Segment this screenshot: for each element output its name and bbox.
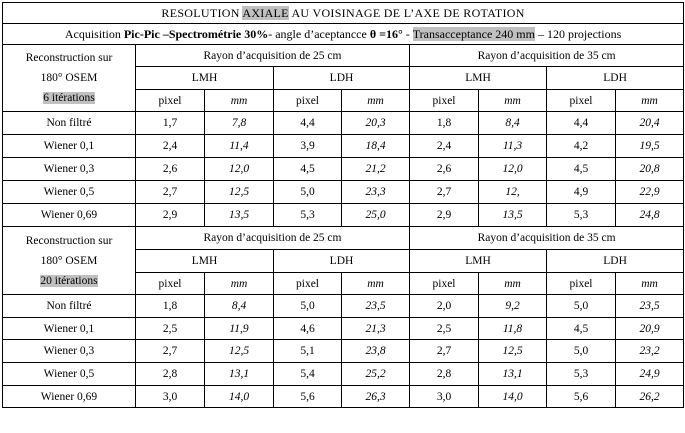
value-pixel: 4,5 — [547, 318, 616, 340]
value-pixel: 4,4 — [274, 112, 342, 135]
value-mm: 13,5 — [205, 204, 274, 227]
filter-label: Wiener 0,5 — [3, 181, 136, 204]
table-row — [3, 386, 684, 408]
value-pixel: 4,2 — [547, 135, 616, 158]
unit-mm: mm — [205, 90, 274, 112]
title-part: RESOLUTION — [161, 5, 243, 20]
value-pixel: 2,5 — [410, 318, 479, 340]
value-mm: 20,8 — [616, 158, 684, 181]
value-pixel: 2,6 — [136, 158, 205, 181]
value-pixel: 4,5 — [274, 158, 342, 181]
unit-mm: mm — [616, 90, 684, 112]
value-pixel: 5,0 — [547, 295, 616, 318]
title-part: AU VOISINAGE DE L’AXE DE ROTATION — [288, 5, 525, 20]
iterations-label: 6 itérations — [43, 92, 95, 104]
value-pixel: 2,9 — [410, 204, 479, 227]
value-mm: 7,8 — [205, 112, 274, 135]
table-title — [3, 3, 684, 24]
recon-line: Reconstruction sur — [25, 234, 113, 247]
unit-pixel: pixel — [274, 90, 342, 112]
value-mm: 11,4 — [205, 135, 274, 158]
value-pixel: 3,0 — [410, 386, 479, 408]
rayon-35-header: Rayon d’acquisition de 35 cm — [410, 45, 684, 67]
unit-pixel: pixel — [410, 90, 479, 112]
ldh-header: LDH — [547, 250, 684, 273]
recon-line: 180° OSEM — [40, 254, 98, 267]
value-mm: 11,9 — [205, 318, 274, 340]
lmh-header: LMH — [410, 67, 547, 90]
filter-label: Wiener 0,1 — [3, 135, 136, 158]
value-pixel: 5,0 — [274, 295, 342, 318]
filter-label: Wiener 0,5 — [3, 363, 136, 386]
reconstruction-label — [3, 45, 136, 112]
unit-mm: mm — [616, 273, 684, 295]
lmh-header: LMH — [136, 250, 274, 273]
acq-text: - angle d’aceptancce — [268, 26, 370, 41]
table-row — [3, 318, 684, 340]
value-pixel: 5,6 — [274, 386, 342, 408]
unit-pixel: pixel — [136, 90, 205, 112]
table-row — [3, 295, 684, 318]
value-pixel: 1,8 — [136, 295, 205, 318]
recon-line: Reconstruction sur — [25, 52, 113, 64]
value-pixel: 4,4 — [547, 112, 616, 135]
value-mm: 23,8 — [342, 340, 410, 363]
unit-mm: mm — [479, 90, 547, 112]
acq-highlight: Transacceptance 240 mm — [412, 26, 535, 41]
value-mm: 14,0 — [205, 386, 274, 408]
value-mm: 24,9 — [616, 363, 684, 386]
value-pixel: 2,9 — [136, 204, 205, 227]
value-mm: 12,0 — [479, 158, 547, 181]
value-pixel: 2,8 — [136, 363, 205, 386]
value-mm: 23,3 — [342, 181, 410, 204]
value-pixel: 5,1 — [274, 340, 342, 363]
value-pixel: 5,3 — [547, 204, 616, 227]
value-mm: 9,2 — [479, 295, 547, 318]
value-pixel: 5,4 — [274, 363, 342, 386]
resolution-table-document — [2, 2, 684, 408]
value-pixel: 1,8 — [410, 112, 479, 135]
filter-label: Wiener 0,69 — [3, 204, 136, 227]
rayon-25-header: Rayon d’acquisition de 25 cm — [136, 45, 410, 67]
filter-label: Non filtré — [3, 295, 136, 318]
value-pixel: 2,7 — [136, 340, 205, 363]
acq-text: – 120 projections — [534, 26, 622, 41]
recon-line: 180° OSEM — [40, 72, 98, 84]
iterations-label: 20 itérations — [40, 274, 98, 287]
table-row — [3, 340, 684, 363]
value-pixel: 4,5 — [547, 158, 616, 181]
rayon-25-header: Rayon d’acquisition de 25 cm — [136, 227, 410, 250]
value-pixel: 2,6 — [410, 158, 479, 181]
value-mm: 12,5 — [205, 181, 274, 204]
value-pixel: 2,8 — [410, 363, 479, 386]
filter-label: Wiener 0,3 — [3, 158, 136, 181]
unit-pixel: pixel — [274, 273, 342, 295]
value-pixel: 2,7 — [410, 340, 479, 363]
filter-label: Wiener 0,69 — [3, 386, 136, 408]
value-mm: 21,2 — [342, 158, 410, 181]
value-pixel: 2,4 — [136, 135, 205, 158]
value-mm: 24,8 — [616, 204, 684, 227]
value-mm: 12,5 — [479, 340, 547, 363]
value-mm: 13,5 — [479, 204, 547, 227]
value-pixel: 3,0 — [136, 386, 205, 408]
acquisition-info — [3, 24, 684, 45]
value-pixel: 3,9 — [274, 135, 342, 158]
value-mm: 20,9 — [616, 318, 684, 340]
value-mm: 14,0 — [479, 386, 547, 408]
unit-mm: mm — [479, 273, 547, 295]
value-mm: 26,2 — [616, 386, 684, 408]
value-pixel: 5,3 — [547, 363, 616, 386]
table-row — [3, 135, 684, 158]
value-mm: 19,5 — [616, 135, 684, 158]
ldh-header: LDH — [547, 67, 684, 90]
value-pixel: 2,7 — [136, 181, 205, 204]
acq-text: - — [402, 26, 413, 41]
ldh-header: LDH — [274, 250, 410, 273]
filter-label: Wiener 0,1 — [3, 318, 136, 340]
value-mm: 8,4 — [479, 112, 547, 135]
value-mm: 13,1 — [479, 363, 547, 386]
table-row — [3, 181, 684, 204]
value-pixel: 2,7 — [410, 181, 479, 204]
value-mm: 23,5 — [616, 295, 684, 318]
acq-text: Acquisition — [64, 26, 124, 41]
table-row — [3, 112, 684, 135]
unit-mm: mm — [205, 273, 274, 295]
value-mm: 23,2 — [616, 340, 684, 363]
unit-pixel: pixel — [136, 273, 205, 295]
resolution-table — [2, 2, 684, 408]
value-pixel: 2,5 — [136, 318, 205, 340]
table-row — [3, 158, 684, 181]
value-mm: 22,9 — [616, 181, 684, 204]
value-mm: 23,5 — [342, 295, 410, 318]
value-pixel: 5,0 — [274, 181, 342, 204]
value-mm: 26,3 — [342, 386, 410, 408]
value-mm: 20,3 — [342, 112, 410, 135]
value-pixel: 2,4 — [410, 135, 479, 158]
value-pixel: 4,9 — [547, 181, 616, 204]
unit-mm: mm — [342, 273, 410, 295]
unit-mm: mm — [342, 90, 410, 112]
lmh-header: LMH — [410, 250, 547, 273]
value-pixel: 5,3 — [274, 204, 342, 227]
acq-bold: Pic-Pic –Spectrométrie 30% — [123, 26, 269, 41]
value-pixel: 4,6 — [274, 318, 342, 340]
value-pixel: 1,7 — [136, 112, 205, 135]
value-pixel: 5,6 — [547, 386, 616, 408]
value-mm: 12, — [479, 181, 547, 204]
unit-pixel: pixel — [547, 90, 616, 112]
unit-pixel: pixel — [410, 273, 479, 295]
ldh-header: LDH — [274, 67, 410, 90]
title-highlight: AXIALE — [242, 5, 289, 20]
unit-pixel: pixel — [547, 273, 616, 295]
value-pixel: 2,0 — [410, 295, 479, 318]
filter-label: Non filtré — [3, 112, 136, 135]
value-mm: 13,1 — [205, 363, 274, 386]
value-mm: 11,8 — [479, 318, 547, 340]
value-mm: 21,3 — [342, 318, 410, 340]
value-mm: 12,0 — [205, 158, 274, 181]
value-mm: 20,4 — [616, 112, 684, 135]
value-mm: 11,3 — [479, 135, 547, 158]
filter-label: Wiener 0,3 — [3, 340, 136, 363]
value-mm: 12,5 — [205, 340, 274, 363]
acq-bold: θ =16° — [369, 26, 403, 41]
value-pixel: 5,0 — [547, 340, 616, 363]
table-row — [3, 204, 684, 227]
value-mm: 18,4 — [342, 135, 410, 158]
lmh-header: LMH — [136, 67, 274, 90]
table-row — [3, 363, 684, 386]
rayon-35-header: Rayon d’acquisition de 35 cm — [410, 227, 684, 250]
value-mm: 8,4 — [205, 295, 274, 318]
reconstruction-label — [3, 227, 136, 295]
value-mm: 25,0 — [342, 204, 410, 227]
value-mm: 25,2 — [342, 363, 410, 386]
